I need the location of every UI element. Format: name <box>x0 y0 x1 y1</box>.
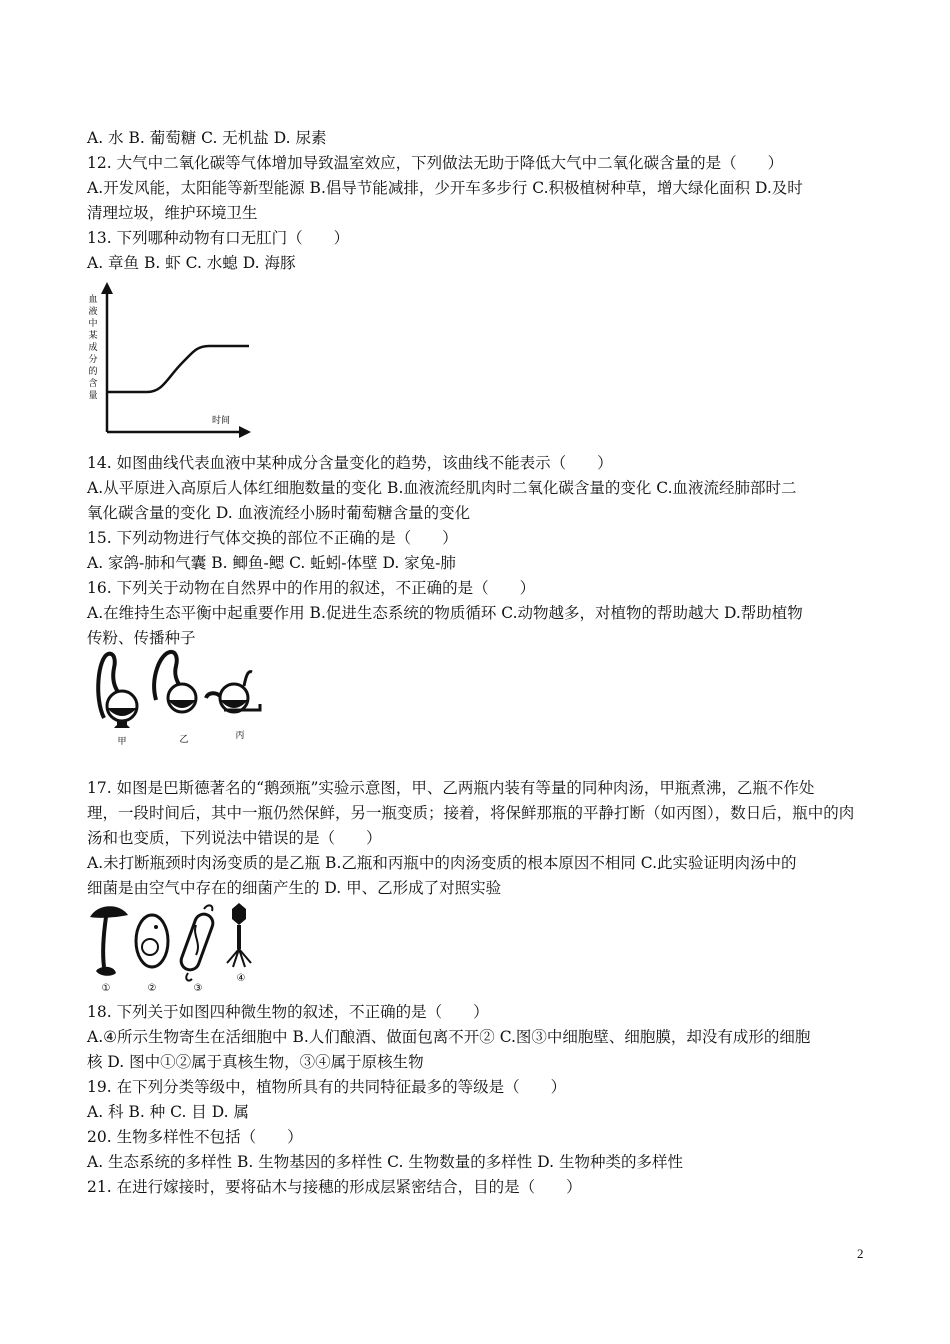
flask-yi <box>154 652 196 745</box>
q12-options-line1: A.开发风能，太阳能等新型能源 B.倡导节能减排，少开车多步行 C.积极植树种草，增大绿化面积 D.及时 <box>87 179 803 197</box>
q17-options-line2: 细菌是由空气中存在的细菌产生的 D. 甲、乙形成了对照实验 <box>87 879 502 897</box>
q20-stem: 20. 生物多样性不包括（ ） <box>87 1128 303 1146</box>
page-number: 2 <box>857 1246 864 1261</box>
q13-options: A. 章鱼 B. 虾 C. 水螅 D. 海豚 <box>87 254 296 272</box>
q12-stem: 12. 大气中二氧化碳等气体增加导致温室效应，下列做法无助于降低大气中二氧化碳含量的是（ ） <box>87 154 784 172</box>
q12-options-line2: 清理垃圾，维护环境卫生 <box>87 204 258 222</box>
q14-stem: 14. 如图曲线代表血液中某种成分含量变化的趋势，该曲线不能表示（ ） <box>87 454 613 472</box>
q16-stem: 16. 下列关于动物在自然界中的作用的叙述，不正确的是（ ） <box>87 579 536 597</box>
q14-options-line2: 氧化碳含量的变化 D. 血液流经小肠时葡萄糖含量的变化 <box>87 504 471 522</box>
q17-stem-line3: 汤和也变质，下列说法中错误的是（ ） <box>87 829 382 847</box>
y-label-char: 中 <box>88 319 98 329</box>
flask-label: 丙 <box>235 731 245 741</box>
q17-stem-line1: 17. 如图是巴斯德著名的“鹅颈瓶”实验示意图，甲、乙两瓶内装有等量的同种肉汤，甲瓶煮沸，乙瓶不作处 <box>87 779 815 797</box>
y-label-char: 的 <box>88 367 98 377</box>
microbe-bacterium <box>179 905 216 993</box>
q15-options: A. 家鸽-肺和气囊 B. 鲫鱼-鳃 C. 蚯蚓-体壁 D. 家兔-肺 <box>87 554 456 572</box>
microbe-yeast <box>136 915 168 993</box>
trend-curve <box>107 346 249 392</box>
swan-neck-flask-figure <box>84 648 266 748</box>
q17-stem-line2: 理，一段时间后，其中一瓶仍然保鲜，另一瓶变质；接着，将保鲜那瓶的平静打断（如丙图），数日后，瓶中的肉 <box>87 804 855 822</box>
q20-options: A. 生态系统的多样性 B. 生物基因的多样性 C. 生物数量的多样性 D. 生物种类的多样性 <box>87 1153 683 1171</box>
q16-options-line1: A.在维持生态平衡中起重要作用 B.促进生态系统的物质循环 C.动物越多，对植物的帮助越大 D.帮助植物 <box>87 604 803 622</box>
y-label-char: 血 <box>88 295 98 305</box>
y-label-char: 含 <box>88 379 98 389</box>
curve-y-label <box>88 294 97 401</box>
q16-options-line2: 传粉、传播种子 <box>87 629 196 647</box>
q18-options-line2: 核 D. 图中①②属于真核生物，③④属于原核生物 <box>87 1053 424 1071</box>
microbe-label: ④ <box>236 973 246 984</box>
x-axis-label: 时间 <box>211 416 231 426</box>
four-microbes-figure <box>84 901 254 993</box>
y-label-char: 液 <box>88 307 98 317</box>
microbe-label: ③ <box>193 983 203 993</box>
flask-label: 乙 <box>179 735 189 745</box>
q19-stem: 19. 在下列分类等级中，植物所具有的共同特征最多的等级是（ ） <box>87 1078 567 1096</box>
flask-bing <box>206 672 260 741</box>
microbe-label: ② <box>147 983 157 993</box>
y-axis-arrow <box>101 282 113 294</box>
y-label-char: 分 <box>88 355 98 365</box>
blood-component-curve-figure <box>85 280 255 442</box>
x-axis-arrow <box>239 426 251 438</box>
microbe-mushroom <box>90 906 128 993</box>
flask-label: 甲 <box>117 737 127 747</box>
y-label-char: 成 <box>88 343 98 353</box>
q14-options-line1: A.从平原进入高原后人体红细胞数量的变化 B.血液流经肌肉时二氧化碳含量的变化 C.血液流经肺部时二 <box>87 479 797 497</box>
y-label-char: 某 <box>88 331 98 341</box>
q13-stem: 13. 下列哪种动物有口无肛门（ ） <box>87 229 350 247</box>
q18-options-line1: A.④所示生物寄生在活细胞中 B.人们酿酒、做面包离不开② C.图③中细胞壁、细胞膜，却没有成形的细胞 <box>87 1028 811 1046</box>
q21-stem: 21. 在进行嫁接时，要将砧木与接穗的形成层紧密结合，目的是（ ） <box>87 1178 582 1196</box>
q15-stem: 15. 下列动物进行气体交换的部位不正确的是（ ） <box>87 529 458 547</box>
microbe-virus <box>227 903 251 984</box>
q17-options-line1: A.未打断瓶颈时肉汤变质的是乙瓶 B.乙瓶和丙瓶中的肉汤变质的根本原因不相同 C.此实验证明肉汤中的 <box>87 854 797 872</box>
microbe-label: ① <box>101 983 111 993</box>
flask-jia <box>98 654 137 747</box>
q19-options: A. 科 B. 种 C. 目 D. 属 <box>87 1103 249 1121</box>
q11-options: A. 水 B. 葡萄糖 C. 无机盐 D. 尿素 <box>87 129 327 147</box>
y-label-char: 量 <box>88 391 98 401</box>
q18-stem: 18. 下列关于如图四种微生物的叙述，不正确的是（ ） <box>87 1003 489 1021</box>
